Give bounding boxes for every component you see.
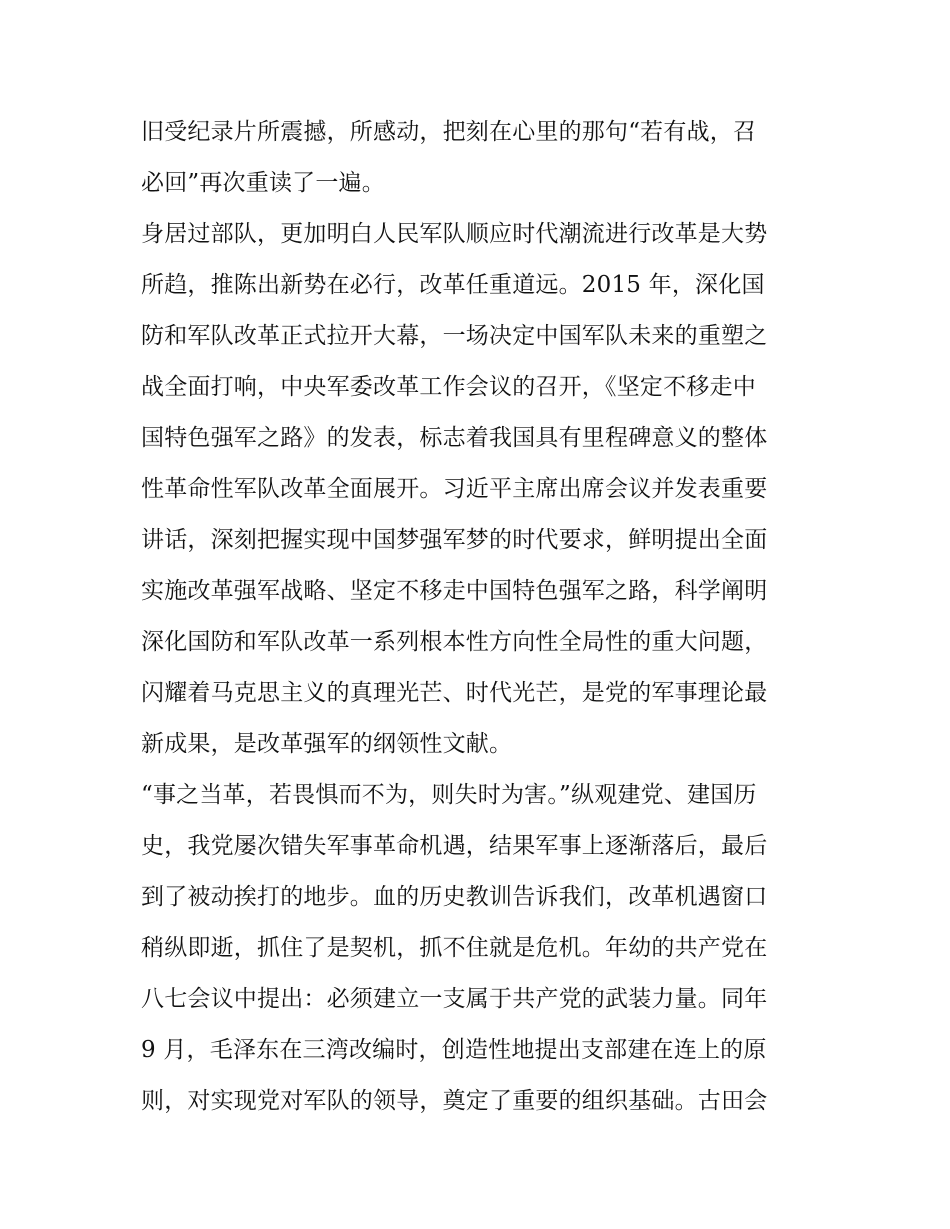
text-line: 防和军队改革正式拉开大幕，一场决定中国军队未来的重塑之: [141, 323, 768, 349]
text-line: 战全面打响，中央军委改革工作会议的召开，《坚定不移走中: [141, 374, 756, 400]
text-line: 实施改革强军战略、坚定不移走中国特色强军之路，科学阐明: [141, 578, 768, 604]
paragraph-1: [141, 107, 821, 209]
text-line: 讲话，深刻把握实现中国梦强军梦的时代要求，鲜明提出全面: [141, 527, 768, 553]
text-line: 9 月，毛泽东在三湾改编时，创造性地提出支部建在连上的原: [141, 1037, 767, 1063]
text-line: 新成果，是改革强军的纲领性文献。: [141, 731, 513, 757]
text-line: 史，我党屡次错失军事革命机遇，结果军事上逐渐落后，最后: [141, 833, 768, 859]
text-line: 国特色强军之路》的发表，标志着我国具有里程碑意义的整体: [141, 425, 768, 451]
paragraph-3: [141, 770, 821, 1127]
text-line: 性革命性军队改革全面展开。习近平主席出席会议并发表重要: [141, 476, 768, 502]
text-line: 闪耀着马克思主义的真理光芒、时代光芒，是党的军事理论最: [141, 680, 768, 706]
text-line: 深化国防和军队改革一系列根本性方向性全局性的重大问题，: [141, 629, 768, 655]
text-line: 必回”再次重读了一遍。: [141, 170, 385, 196]
text-line: 稍纵即逝，抓住了是契机，抓不住就是危机。年幼的共产党在: [141, 935, 768, 961]
text-line: 所趋，推陈出新势在必行，改革任重道远。2015 年，深化国: [141, 272, 765, 298]
paragraph-2: [141, 209, 821, 770]
text-line: “事之当革，若畏惧而不为，则失时为害。”纵观建党、建国历: [141, 782, 757, 808]
text-line: 身居过部队，更加明白人民军队顺应时代潮流进行改革是大势: [141, 221, 768, 247]
text-line: 八七会议中提出：必须建立一支属于共产党的武装力量。同年: [141, 986, 768, 1012]
document-body: [141, 107, 821, 1127]
text-line: 旧受纪录片所震撼，所感动，把刻在心里的那句“若有战，召: [141, 119, 757, 145]
text-line: 则，对实现党对军队的领导，奠定了重要的组织基础。古田会: [141, 1088, 768, 1114]
text-line: 到了被动挨打的地步。血的历史教训告诉我们，改革机遇窗口: [141, 884, 768, 910]
